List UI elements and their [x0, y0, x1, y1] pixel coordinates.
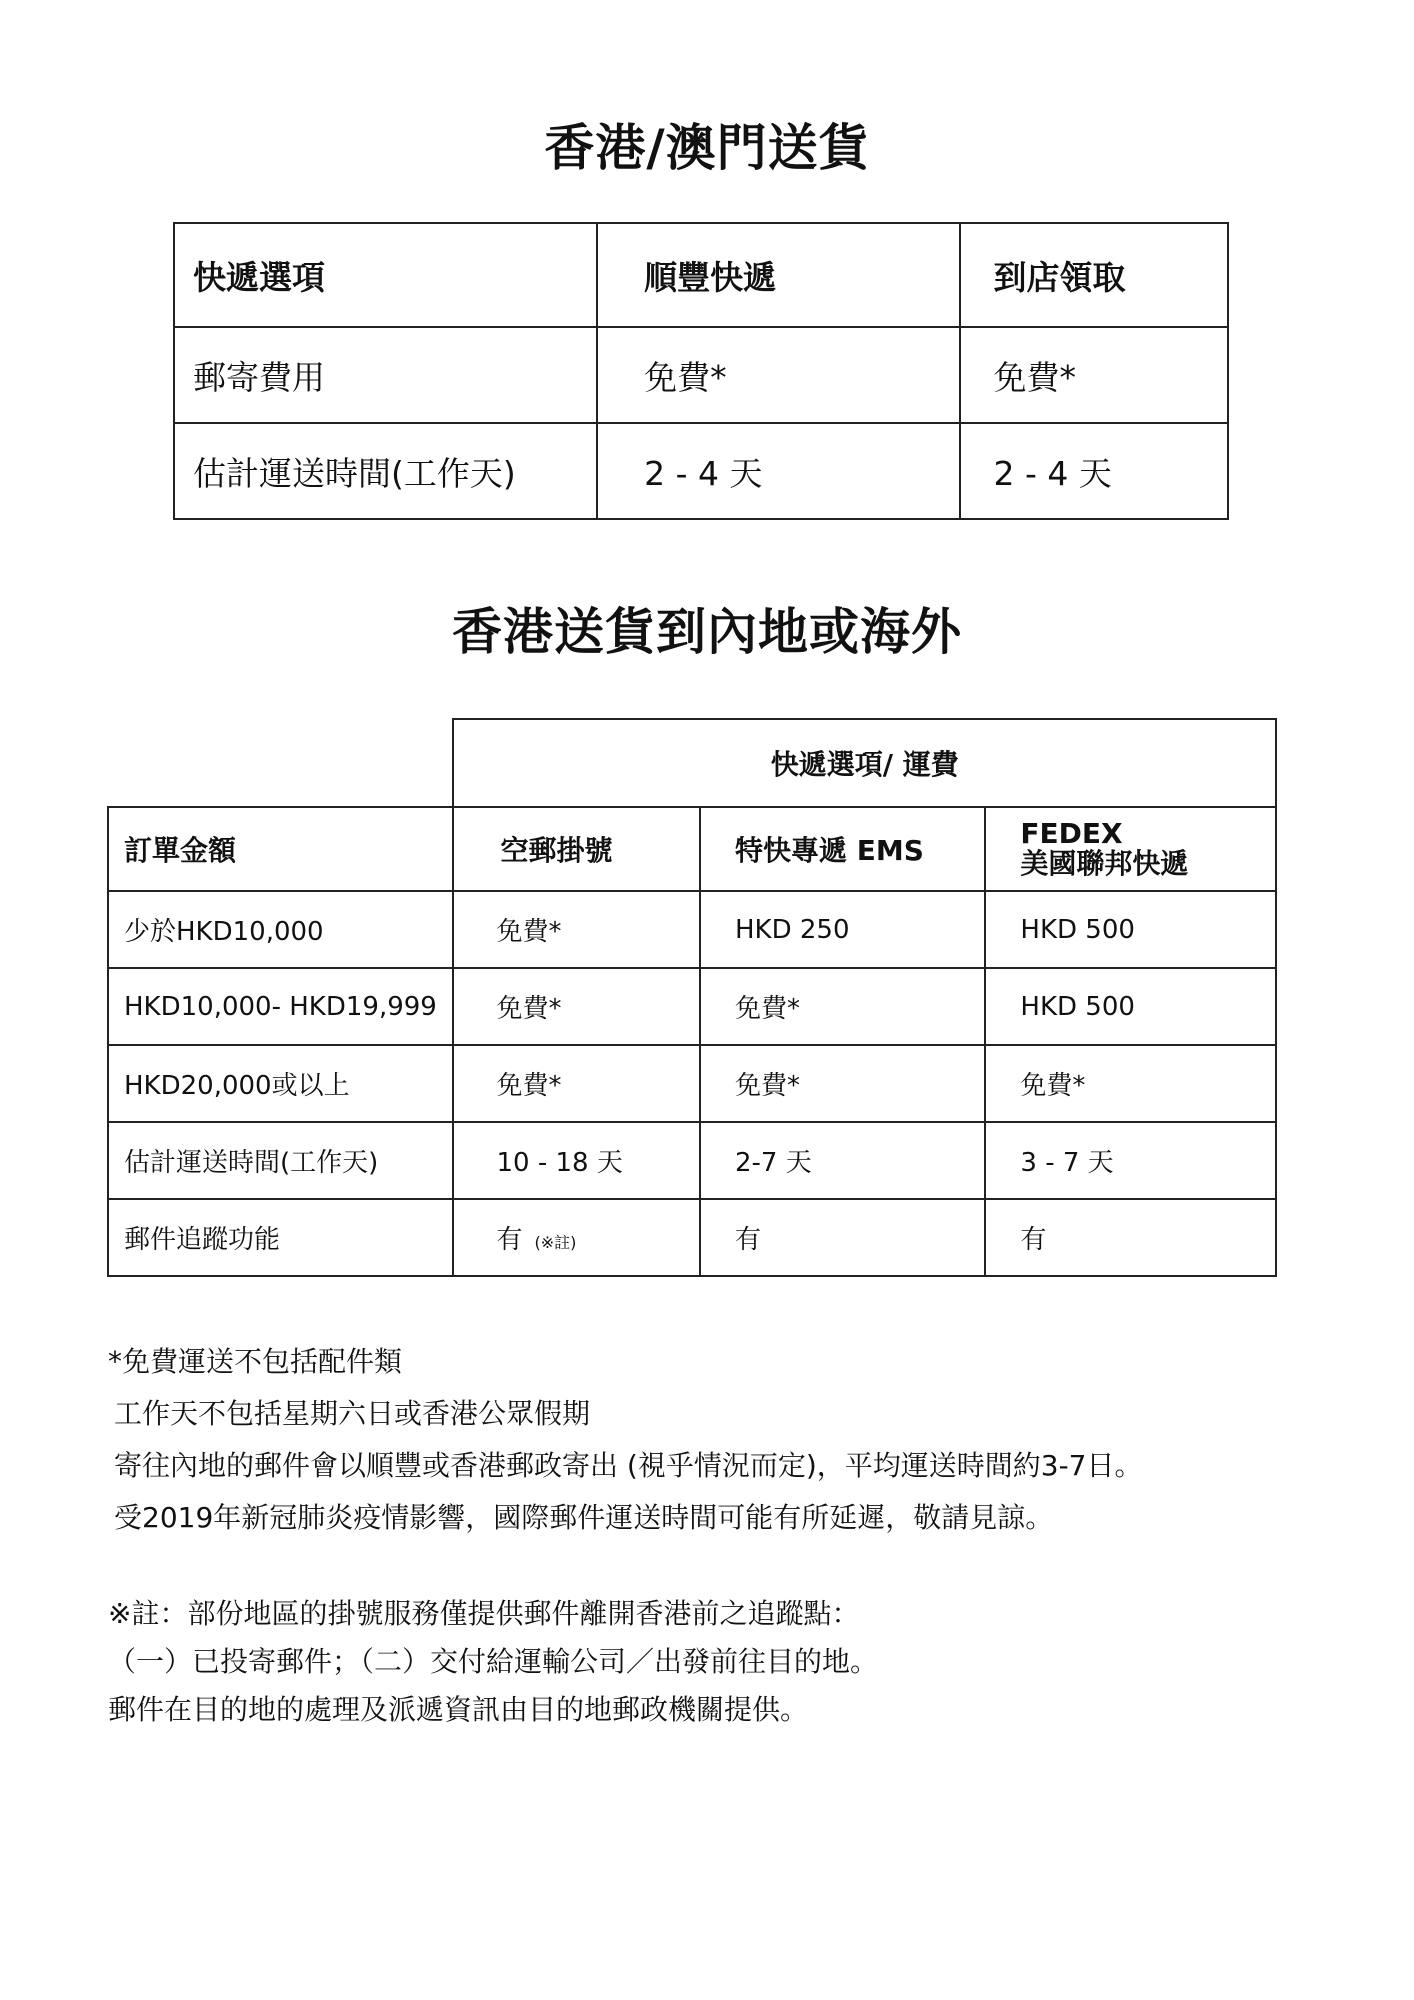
table-header-row [174, 223, 1228, 327]
table-row [174, 423, 1228, 519]
group-header-row [108, 719, 1276, 807]
row-label: 少於HKD10,000 [108, 891, 453, 968]
section-title-mainland-overseas: 香港送貨到內地或海外 [452, 603, 962, 661]
header-cell: 空郵掛號 [453, 807, 699, 891]
table-cell: 2 - 4 天 [597, 423, 960, 519]
note-line: 寄往內地的郵件會以順豐或香港郵政寄出 (視乎情況而定)，平均運送時間約3-7日。 [114, 1449, 1143, 1482]
shipping-notes [108, 1336, 1308, 1544]
header-cell: 特快專遞 EMS [700, 807, 985, 891]
table-row [108, 1122, 1276, 1199]
tracking-note-ref: (※註) [534, 1233, 577, 1252]
table-header-row [108, 807, 1276, 891]
table-cell: 免費* [453, 891, 699, 968]
remark-line: ※註：部份地區的掛號服務僅提供郵件離開香港前之追蹤點： [108, 1597, 860, 1630]
fedex-label: FEDEX [1020, 817, 1123, 850]
table-cell: 免費* [453, 1045, 699, 1122]
table-row [174, 327, 1228, 423]
tracking-value: 有 [496, 1225, 523, 1255]
table-row [108, 1045, 1276, 1122]
header-cell: 快遞選項 [174, 223, 597, 327]
remark-line: （一）已投寄郵件；（二）交付給運輸公司／出發前往目的地。 [108, 1645, 879, 1678]
row-label: HKD20,000或以上 [108, 1045, 453, 1122]
hk-macau-shipping-table [173, 222, 1229, 520]
table-cell: 免費* [700, 1045, 985, 1122]
table-cell: 免費* [700, 968, 985, 1045]
table-cell: 10 - 18 天 [453, 1122, 699, 1199]
row-label: 郵寄費用 [174, 327, 597, 423]
note-line: 工作天不包括星期六日或香港公眾假期 [114, 1397, 591, 1430]
table-cell: 3 - 7 天 [985, 1122, 1276, 1199]
mainland-overseas-shipping-table [107, 718, 1277, 1277]
table-cell: 有 [700, 1199, 985, 1276]
table-cell: HKD 500 [985, 968, 1276, 1045]
tracking-remarks [108, 1590, 1308, 1734]
row-label: 郵件追蹤功能 [108, 1199, 453, 1276]
header-cell-fedex [985, 807, 1276, 891]
row-label: HKD10,000- HKD19,999 [108, 968, 453, 1045]
table-cell: HKD 500 [985, 891, 1276, 968]
row-label: 估計運送時間(工作天) [174, 423, 597, 519]
section-title-hk-macau: 香港/澳門送貨 [544, 119, 870, 177]
table-cell: HKD 250 [700, 891, 985, 968]
table-cell: 有 [985, 1199, 1276, 1276]
table-row [108, 968, 1276, 1045]
table-row [108, 1199, 1276, 1276]
table-cell-tracking [453, 1199, 699, 1276]
table-cell: 免費* [453, 968, 699, 1045]
header-cell: 到店領取 [960, 223, 1228, 327]
header-cell: 訂單金額 [108, 807, 453, 891]
table-cell: 免費* [960, 327, 1228, 423]
table-cell: 2-7 天 [700, 1122, 985, 1199]
table-cell: 免費* [985, 1045, 1276, 1122]
note-line: 受2019年新冠肺炎疫情影響，國際郵件運送時間可能有所延遲，敬請見諒。 [114, 1501, 1054, 1534]
table-cell: 免費* [597, 327, 960, 423]
table-cell: 2 - 4 天 [960, 423, 1228, 519]
blank-cell [108, 719, 453, 807]
group-header: 快遞選項/ 運費 [453, 719, 1276, 807]
header-cell: 順豐快遞 [597, 223, 960, 327]
table-row [108, 891, 1276, 968]
row-label: 估計運送時間(工作天) [108, 1122, 453, 1199]
fedex-subtitle: 美國聯邦快遞 [1020, 847, 1189, 880]
note-line: *免費運送不包括配件類 [108, 1345, 403, 1378]
remark-line: 郵件在目的地的處理及派遞資訊由目的地郵政機關提供。 [108, 1693, 809, 1726]
